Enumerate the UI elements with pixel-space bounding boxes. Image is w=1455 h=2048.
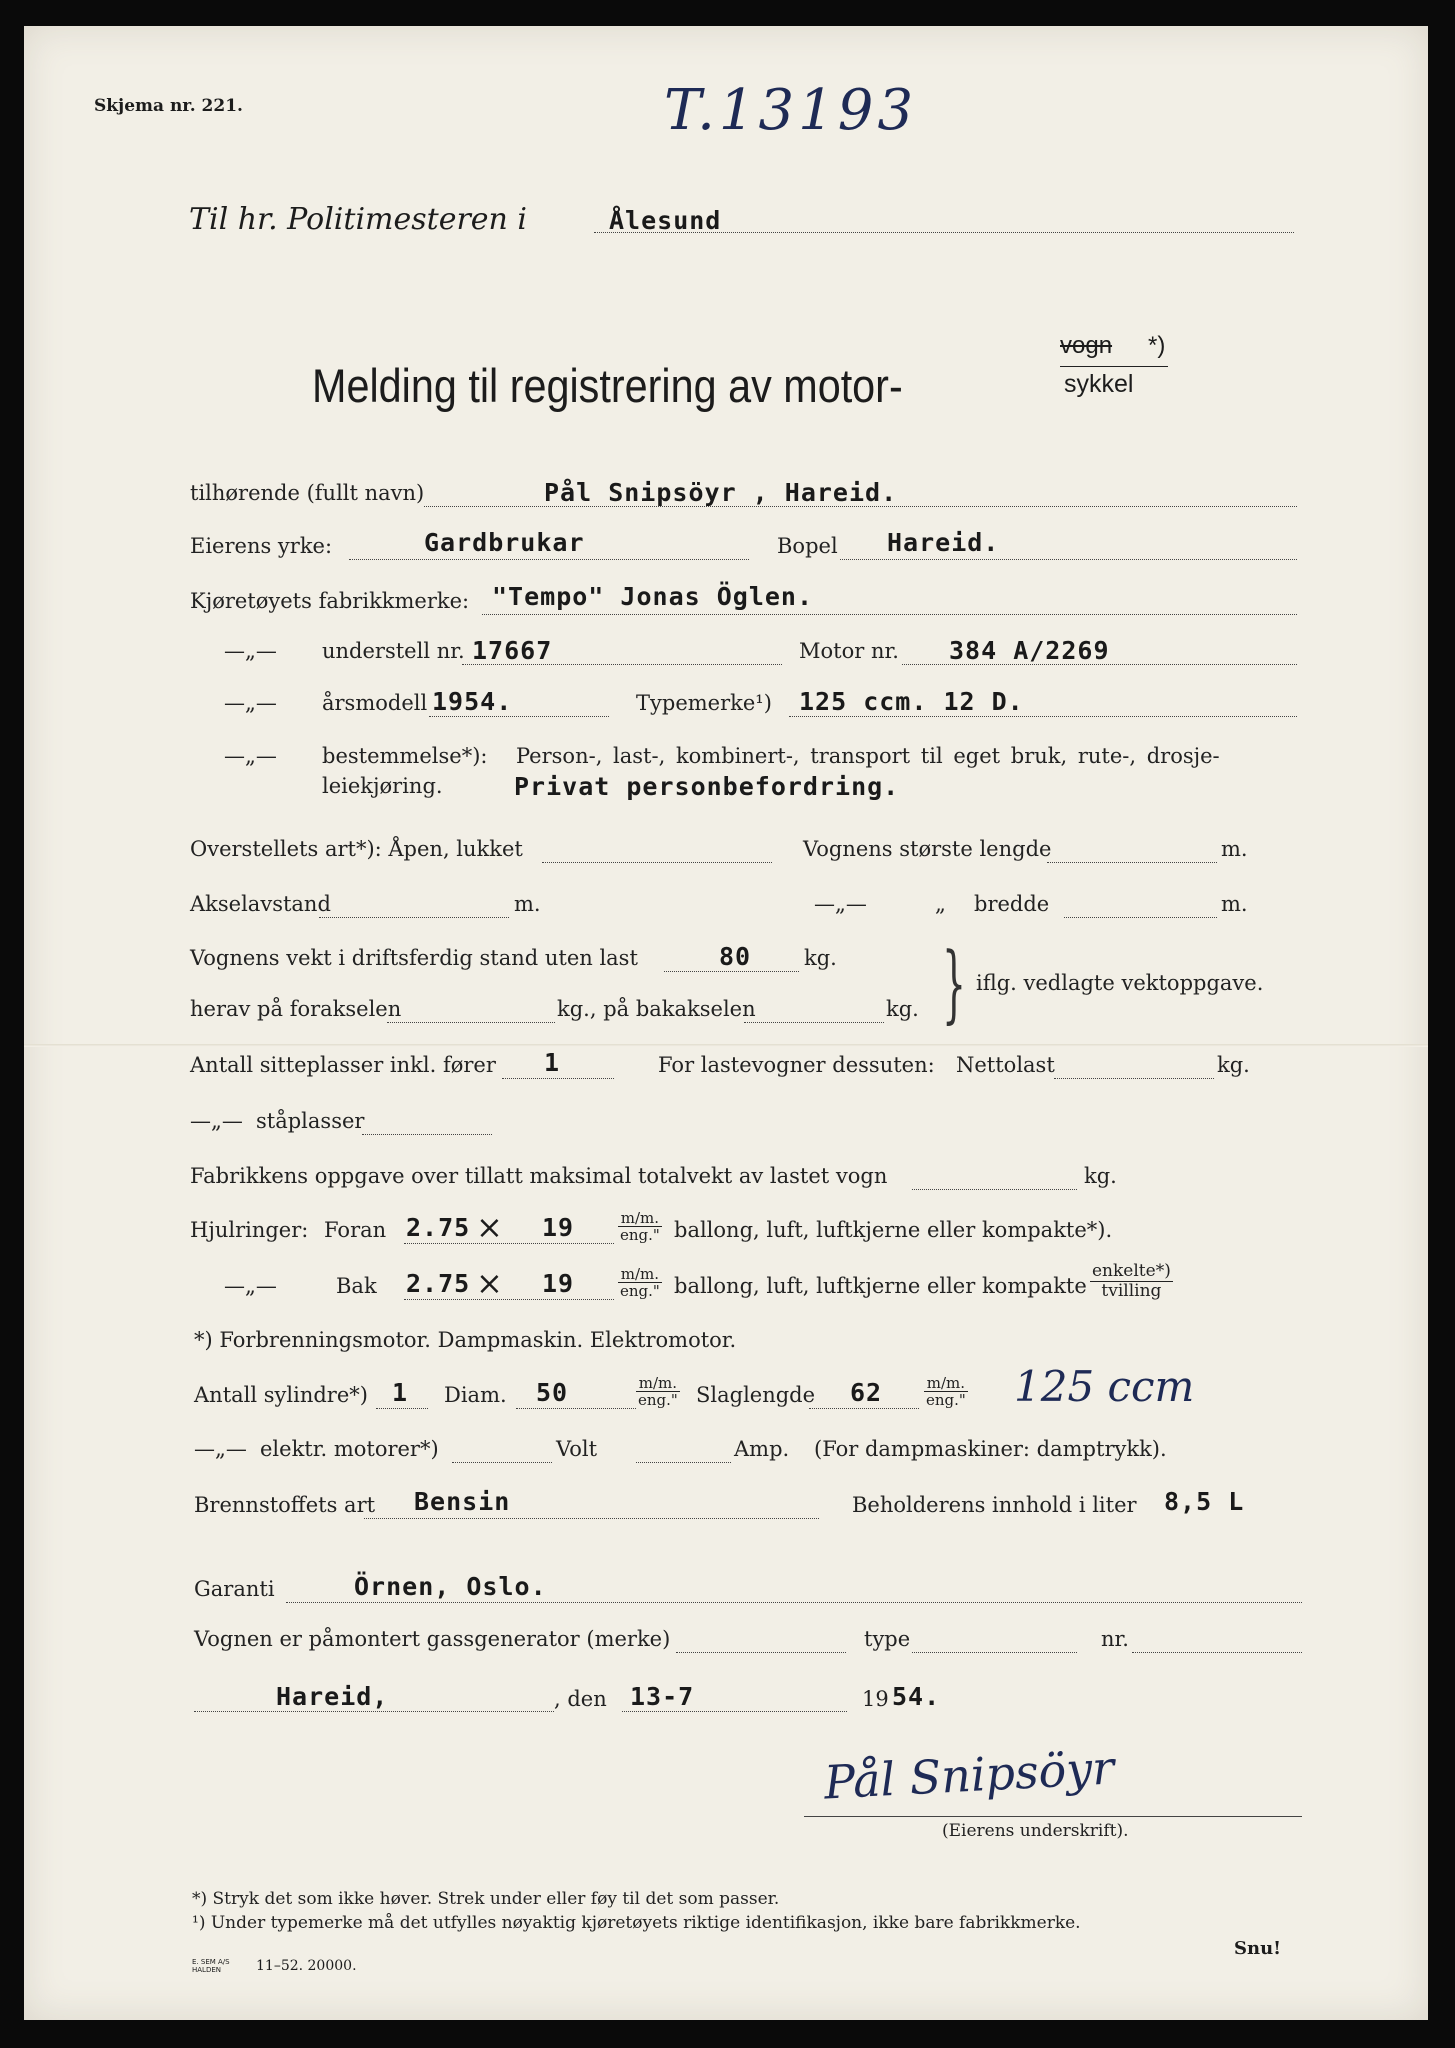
weight-unit: kg. xyxy=(804,946,837,970)
tyres-rear-line xyxy=(404,1299,614,1300)
tyres-front-width: 2.75 xyxy=(406,1213,471,1242)
type-line xyxy=(789,716,1297,717)
gas-generator-label: Vognen er påmontert gassgenerator (merke) xyxy=(194,1627,671,1651)
seats-line xyxy=(502,1078,614,1079)
tyres-label: Hjulringer: xyxy=(190,1218,309,1242)
cylinders-label: Antall sylindre*) xyxy=(194,1383,368,1407)
paper-fold xyxy=(24,1044,1428,1047)
model-year-line xyxy=(429,716,609,717)
motor-number-label: Motor nr. xyxy=(799,639,899,663)
guarantee-line xyxy=(286,1602,1302,1603)
form-title: Melding til registrering av motor- xyxy=(312,359,903,412)
tyres-front-times: × xyxy=(476,1208,503,1246)
ditto-mark: —„— xyxy=(194,1437,247,1461)
guarantee-value: Örnen, Oslo. xyxy=(354,1572,547,1601)
archive-reference: T.13193 xyxy=(664,78,918,143)
place-line xyxy=(194,1711,554,1712)
type-value: 125 ccm. 12 D. xyxy=(799,687,1024,716)
date-label: , den xyxy=(554,1687,607,1711)
tyres-front-line xyxy=(404,1243,614,1244)
fuel-label: Brennstoffets art xyxy=(194,1493,376,1517)
residence-value: Hareid. xyxy=(887,528,1000,557)
gas-type-line xyxy=(912,1652,1077,1653)
purpose-value: Privat personbefordring. xyxy=(514,772,900,801)
owner-name-value: Pål Snipsöyr , Hareid. xyxy=(544,478,898,507)
seats-label: Antall sitteplasser inkl. fører xyxy=(190,1053,496,1077)
steam-label: (For dampmaskiner: damptrykk). xyxy=(814,1437,1167,1461)
rear-axle-unit: kg. xyxy=(886,997,919,1021)
year-suffix: 54. xyxy=(892,1682,941,1711)
weight-value: 80 xyxy=(719,942,752,971)
tyres-rear-types: ballong, luft, luftkjerne eller kompakte xyxy=(674,1274,1087,1298)
place-value: Hareid, xyxy=(276,1682,389,1711)
addressee-city: Ålesund xyxy=(609,206,722,235)
ditto-mark: —„— xyxy=(224,1274,277,1298)
rear-axle-line xyxy=(744,1022,884,1023)
weight-bracket: } xyxy=(942,934,967,1032)
amp-label: Amp. xyxy=(734,1437,790,1461)
purpose-options: Person-, last-, kombinert-, transport til eget bruk, rute-, drosje- xyxy=(516,744,1220,768)
addressee-line xyxy=(594,232,1294,233)
rear-axle-label: kg., på bakakselen xyxy=(557,997,756,1021)
signature-label: (Eierens underskrift). xyxy=(942,1821,1129,1841)
print-run: 11–52. 20000. xyxy=(256,1958,357,1974)
wheelbase-label: Akselavstand xyxy=(190,892,331,916)
title-sub: sykkel xyxy=(1064,370,1134,398)
tyres-rear-rim: 19 xyxy=(542,1269,575,1298)
occupation-line xyxy=(349,559,749,560)
tyres-front-types: ballong, luft, luftkjerne eller kompakte*). xyxy=(674,1218,1113,1242)
length-label: Vognens største lengde xyxy=(803,837,1052,861)
ditto-mark: —„— xyxy=(814,892,867,916)
fuel-value: Bensin xyxy=(414,1487,511,1516)
chassis-label: understell nr. xyxy=(322,639,465,663)
weight-label: Vognens vekt i driftsferdig stand uten last xyxy=(190,946,638,970)
seats-value: 1 xyxy=(544,1048,561,1077)
diameter-label: Diam. xyxy=(444,1383,507,1407)
residence-line xyxy=(840,559,1297,560)
engine-kinds: *) Forbrenningsmotor. Dampmaskin. Elektromotor. xyxy=(194,1328,737,1352)
stroke-value: 62 xyxy=(850,1378,883,1407)
net-load-unit: kg. xyxy=(1217,1053,1250,1077)
owner-signature: Pål Snipsöyr xyxy=(822,1740,1116,1810)
stroke-label: Slaglengde xyxy=(696,1383,816,1407)
title-fraction-bar xyxy=(1060,366,1168,367)
footnote-2: ¹) Under typemerke må det utfylles nøyaktig kjøretøyets riktige identifikasjon, ikke bare fabrikkmerke. xyxy=(192,1913,1081,1933)
net-load-line xyxy=(1054,1078,1214,1079)
net-load-label: Nettolast xyxy=(956,1053,1055,1077)
standing-line xyxy=(362,1134,492,1135)
model-year-label: årsmodell xyxy=(322,691,428,715)
occupation-value: Gardbrukar xyxy=(424,528,585,557)
front-axle-label: herav på forakselen xyxy=(190,997,402,1021)
wheelbase-line xyxy=(319,917,509,918)
fuel-line xyxy=(364,1518,819,1519)
guarantee-label: Garanti xyxy=(194,1577,275,1601)
ditto-mark: —„— xyxy=(190,1109,243,1133)
chassis-value: 17667 xyxy=(472,636,553,665)
ditto-mark: —„— xyxy=(224,639,277,663)
tyres-rear-label: Bak xyxy=(336,1274,377,1298)
body-type-label: Overstellets art*): Åpen, lukket xyxy=(190,837,523,861)
tyres-rear-width: 2.75 xyxy=(406,1269,471,1298)
diameter-unit: m/m. eng." xyxy=(638,1374,678,1409)
tyres-front-rim: 19 xyxy=(542,1213,575,1242)
form-sheet xyxy=(24,26,1428,2020)
purpose-options-cont: leiekjøring. xyxy=(322,774,443,798)
date-line xyxy=(622,1711,847,1712)
weight-note: iflg. vedlagte vektoppgave. xyxy=(976,971,1264,995)
signature-line xyxy=(804,1816,1302,1817)
title-struck-word: vogn xyxy=(1060,332,1113,359)
tyres-rear-times: × xyxy=(476,1264,503,1302)
addressee-prefix: Til hr. Politimesteren i xyxy=(189,202,527,237)
gas-type-label: type xyxy=(864,1627,911,1651)
body-type-line xyxy=(542,862,772,863)
truck-label: For lastevogner dessuten: xyxy=(658,1053,935,1077)
max-weight-line xyxy=(912,1189,1077,1190)
cylinders-value: 1 xyxy=(392,1378,409,1407)
cylinders-line xyxy=(376,1408,428,1409)
stroke-unit: m/m. eng." xyxy=(926,1374,966,1409)
tyres-front-unit: m/m. eng." xyxy=(620,1209,660,1244)
make-line xyxy=(482,614,1297,615)
make-label: Kjøretøyets fabrikkmerke: xyxy=(190,589,470,613)
tyres-rear-unit: m/m. eng." xyxy=(620,1265,660,1300)
date-value: 13-7 xyxy=(630,1682,695,1711)
model-year-value: 1954. xyxy=(432,687,513,716)
gas-nr-label: nr. xyxy=(1101,1627,1129,1651)
year-prefix: 19 xyxy=(862,1687,889,1711)
length-line xyxy=(1047,862,1217,863)
turn-over-note: Snu! xyxy=(1234,1938,1282,1959)
max-weight-label: Fabrikkens oppgave over tillatt maksimal totalvekt av lastet vogn xyxy=(190,1164,888,1188)
make-value: "Tempo" Jonas Öglen. xyxy=(492,582,814,611)
gas-generator-line xyxy=(676,1652,846,1653)
volt-label: Volt xyxy=(556,1437,598,1461)
stroke-line xyxy=(809,1408,919,1409)
diameter-value: 50 xyxy=(536,1378,569,1407)
tank-label: Beholderens innhold i liter xyxy=(852,1493,1137,1517)
standing-label: ståplasser xyxy=(256,1109,365,1133)
volt-line xyxy=(636,1462,731,1463)
tyres-single-twin: enkelte*) tvilling xyxy=(1092,1261,1171,1301)
displacement-handwritten: 125 ccm xyxy=(1014,1362,1195,1411)
width-label: bredde xyxy=(974,892,1050,916)
weight-line xyxy=(664,971,799,972)
tyres-front-label: Foran xyxy=(324,1218,387,1242)
printer-name: E. SEM A/S HALDEN xyxy=(192,1958,230,1974)
form-number: Skjema nr. 221. xyxy=(94,96,243,116)
purpose-label: bestemmelse*): xyxy=(322,744,488,768)
diameter-line xyxy=(516,1408,636,1409)
electric-motors-line xyxy=(452,1462,552,1463)
front-axle-line xyxy=(387,1022,555,1023)
residence-label: Bopel xyxy=(777,534,838,558)
width-ditto-quote: „ xyxy=(935,892,946,916)
owner-name-label: tilhørende (fullt navn) xyxy=(190,481,425,505)
tank-value: 8,5 L xyxy=(1164,1487,1245,1516)
title-footnote-mark: *) xyxy=(1148,332,1166,359)
footnote-1: *) Stryk det som ikke høver. Strek under eller føy til det som passer. xyxy=(192,1889,780,1909)
width-line xyxy=(1064,917,1217,918)
motor-number-value: 384 A/2269 xyxy=(949,636,1110,665)
max-weight-unit: kg. xyxy=(1084,1164,1117,1188)
type-label: Typemerke¹) xyxy=(636,691,772,715)
ditto-mark: —„— xyxy=(224,691,277,715)
electric-motors-label: elektr. motorer*) xyxy=(260,1437,439,1461)
gas-nr-line xyxy=(1132,1652,1302,1653)
wheelbase-unit: m. xyxy=(514,892,541,916)
ditto-mark: —„— xyxy=(224,744,277,768)
occupation-label: Eierens yrke: xyxy=(190,534,333,558)
width-unit: m. xyxy=(1221,892,1248,916)
length-unit: m. xyxy=(1221,837,1248,861)
